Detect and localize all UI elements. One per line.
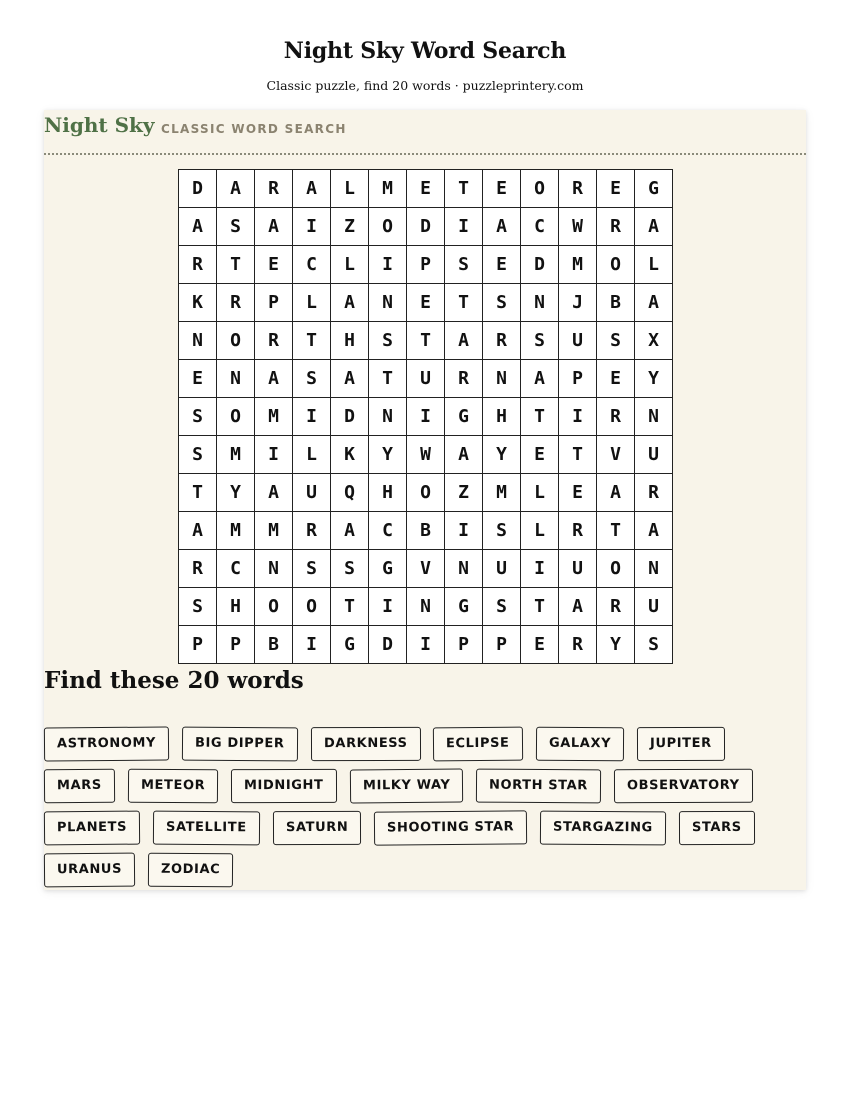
grid-cell[interactable]: J [559, 284, 597, 322]
grid-cell[interactable]: A [293, 170, 331, 208]
grid-cell[interactable]: P [179, 626, 217, 664]
grid-cell[interactable]: P [445, 626, 483, 664]
grid-cell[interactable]: A [635, 208, 673, 246]
grid-cell[interactable]: A [217, 170, 255, 208]
grid-cell[interactable]: A [597, 474, 635, 512]
grid-cell[interactable]: L [293, 436, 331, 474]
word-chip[interactable]: STARS [679, 811, 755, 845]
grid-cell[interactable]: S [483, 588, 521, 626]
grid-row [179, 170, 673, 208]
grid-row [179, 322, 673, 360]
grid-cell[interactable]: K [331, 436, 369, 474]
grid-cell[interactable]: M [559, 246, 597, 284]
grid-cell[interactable]: I [407, 626, 445, 664]
grid-cell[interactable]: Y [635, 360, 673, 398]
grid-cell[interactable]: A [255, 208, 293, 246]
word-chip[interactable]: METEOR [128, 769, 218, 804]
grid-cell[interactable]: T [521, 398, 559, 436]
grid-cell[interactable]: S [293, 550, 331, 588]
grid-cell[interactable]: S [483, 512, 521, 550]
grid-cell[interactable]: N [369, 398, 407, 436]
grid-row [179, 512, 673, 550]
word-chip[interactable]: DARKNESS [311, 727, 421, 761]
grid-cell[interactable]: P [407, 246, 445, 284]
grid-cell[interactable]: S [635, 626, 673, 664]
grid-cell[interactable]: Q [331, 474, 369, 512]
grid-cell[interactable]: I [293, 208, 331, 246]
grid-cell[interactable]: S [521, 322, 559, 360]
grid-cell[interactable]: I [293, 398, 331, 436]
grid-cell[interactable]: R [559, 512, 597, 550]
grid-cell[interactable]: H [331, 322, 369, 360]
grid-cell[interactable]: G [635, 170, 673, 208]
grid-cell[interactable]: U [635, 436, 673, 474]
grid-cell[interactable]: O [597, 550, 635, 588]
grid-cell[interactable]: M [217, 436, 255, 474]
grid-cell[interactable]: E [179, 360, 217, 398]
grid-cell[interactable]: W [559, 208, 597, 246]
grid-cell[interactable]: O [255, 588, 293, 626]
grid-row [179, 588, 673, 626]
grid-cell[interactable]: S [597, 322, 635, 360]
word-chip[interactable]: JUPITER [637, 727, 725, 761]
word-chip[interactable]: MARS [44, 769, 115, 804]
grid-cell[interactable]: L [521, 474, 559, 512]
grid-cell[interactable]: P [483, 626, 521, 664]
grid-cell[interactable]: E [521, 436, 559, 474]
grid-row [179, 398, 673, 436]
grid-cell[interactable]: I [369, 588, 407, 626]
grid-row [179, 474, 673, 512]
grid-cell[interactable]: N [521, 284, 559, 322]
letter-grid [178, 169, 673, 664]
grid-cell[interactable]: O [369, 208, 407, 246]
grid-cell[interactable]: S [445, 246, 483, 284]
grid-cell[interactable]: C [369, 512, 407, 550]
grid-cell[interactable]: O [217, 322, 255, 360]
grid-cell[interactable]: R [179, 550, 217, 588]
word-chip[interactable]: ECLIPSE [433, 727, 523, 762]
grid-row [179, 208, 673, 246]
word-chip[interactable]: OBSERVATORY [614, 769, 753, 803]
word-bank [44, 727, 808, 887]
grid-cell[interactable]: N [635, 550, 673, 588]
grid-cell[interactable]: S [179, 588, 217, 626]
grid-cell[interactable]: M [369, 170, 407, 208]
grid-cell[interactable]: N [217, 360, 255, 398]
grid-cell[interactable]: R [597, 588, 635, 626]
grid-cell[interactable]: N [369, 284, 407, 322]
grid-cell[interactable]: T [445, 284, 483, 322]
grid-cell[interactable]: R [293, 512, 331, 550]
grid-cell[interactable]: A [331, 512, 369, 550]
grid-cell[interactable]: A [179, 208, 217, 246]
grid-cell[interactable]: V [407, 550, 445, 588]
word-chip[interactable]: GALAXY [536, 727, 624, 762]
grid-cell[interactable]: O [521, 170, 559, 208]
word-chip[interactable]: MIDNIGHT [231, 769, 337, 803]
word-chip[interactable]: SATURN [273, 811, 361, 845]
word-chip[interactable]: PLANETS [44, 811, 140, 846]
brand-title: Night Sky [44, 113, 155, 137]
grid-cell[interactable]: B [255, 626, 293, 664]
grid-cell[interactable]: A [521, 360, 559, 398]
grid-cell[interactable]: B [407, 512, 445, 550]
grid-cell[interactable]: R [217, 284, 255, 322]
grid-cell[interactable]: A [483, 208, 521, 246]
grid-cell[interactable]: T [369, 360, 407, 398]
grid-cell[interactable]: L [635, 246, 673, 284]
grid-cell[interactable]: T [445, 170, 483, 208]
grid-cell[interactable]: O [597, 246, 635, 284]
grid-cell[interactable]: A [179, 512, 217, 550]
grid-cell[interactable]: M [483, 474, 521, 512]
word-chip[interactable]: NORTH STAR [476, 769, 601, 804]
grid-cell[interactable]: A [255, 474, 293, 512]
grid-cell[interactable]: R [559, 626, 597, 664]
grid-cell[interactable]: R [445, 360, 483, 398]
word-chip[interactable]: BIG DIPPER [182, 727, 298, 762]
grid-cell[interactable]: Z [445, 474, 483, 512]
grid-cell[interactable]: R [483, 322, 521, 360]
grid-row [179, 436, 673, 474]
grid-cell[interactable]: L [331, 246, 369, 284]
grid-cell[interactable]: O [293, 588, 331, 626]
grid-cell[interactable]: V [597, 436, 635, 474]
grid-cell[interactable]: D [369, 626, 407, 664]
grid-cell[interactable]: N [407, 588, 445, 626]
grid-cell[interactable]: T [597, 512, 635, 550]
grid-cell[interactable]: H [483, 398, 521, 436]
grid-cell[interactable]: B [597, 284, 635, 322]
grid-cell[interactable]: R [559, 170, 597, 208]
puzzle-card [44, 110, 806, 890]
grid-cell[interactable]: N [635, 398, 673, 436]
grid-row [179, 360, 673, 398]
grid-cell[interactable]: O [407, 474, 445, 512]
grid-cell[interactable]: A [445, 436, 483, 474]
word-chip[interactable]: STARGAZING [540, 811, 666, 846]
grid-cell[interactable]: I [445, 512, 483, 550]
grid-cell[interactable]: T [407, 322, 445, 360]
grid-cell[interactable]: N [179, 322, 217, 360]
word-chip[interactable]: URANUS [44, 853, 135, 888]
grid-cell[interactable]: O [217, 398, 255, 436]
grid-cell[interactable]: N [445, 550, 483, 588]
grid-cell[interactable]: K [179, 284, 217, 322]
grid-cell[interactable]: U [559, 322, 597, 360]
grid-cell[interactable]: N [255, 550, 293, 588]
grid-cell[interactable]: U [293, 474, 331, 512]
grid-row [179, 626, 673, 664]
grid-cell[interactable]: T [293, 322, 331, 360]
grid-cell[interactable]: E [521, 626, 559, 664]
grid-cell[interactable]: T [217, 246, 255, 284]
grid-cell[interactable]: Y [597, 626, 635, 664]
grid-cell[interactable]: C [217, 550, 255, 588]
grid-cell[interactable]: P [255, 284, 293, 322]
grid-cell[interactable]: I [407, 398, 445, 436]
word-chip[interactable]: MILKY WAY [349, 769, 463, 804]
grid-cell[interactable]: T [331, 588, 369, 626]
grid-cell[interactable]: P [217, 626, 255, 664]
grid-cell[interactable]: H [217, 588, 255, 626]
grid-cell[interactable]: I [293, 626, 331, 664]
grid-cell[interactable]: A [331, 360, 369, 398]
grid-cell[interactable]: A [635, 284, 673, 322]
grid-cell[interactable]: Y [217, 474, 255, 512]
grid-cell[interactable]: C [521, 208, 559, 246]
grid-cell[interactable]: T [179, 474, 217, 512]
grid-cell[interactable]: M [255, 512, 293, 550]
grid-cell[interactable]: N [483, 360, 521, 398]
word-chip[interactable]: ZODIAC [148, 853, 234, 888]
word-chip[interactable]: SATELLITE [153, 811, 260, 846]
grid-cell[interactable]: E [483, 246, 521, 284]
grid-cell[interactable]: S [293, 360, 331, 398]
card-header [44, 110, 806, 155]
grid-cell[interactable]: R [255, 322, 293, 360]
grid-cell[interactable]: I [521, 550, 559, 588]
grid-cell[interactable]: L [521, 512, 559, 550]
grid-cell[interactable]: U [483, 550, 521, 588]
grid-row [179, 284, 673, 322]
grid-cell[interactable]: M [255, 398, 293, 436]
grid-cell[interactable]: S [179, 398, 217, 436]
grid-row [179, 246, 673, 284]
grid-cell[interactable]: R [597, 208, 635, 246]
grid-row [179, 550, 673, 588]
grid-cell[interactable]: E [559, 474, 597, 512]
grid-cell[interactable]: U [559, 550, 597, 588]
grid-cell[interactable]: S [217, 208, 255, 246]
grid-cell[interactable]: A [559, 588, 597, 626]
grid-cell[interactable]: E [255, 246, 293, 284]
grid-cell[interactable]: E [597, 170, 635, 208]
grid-cell[interactable]: R [179, 246, 217, 284]
header-tag: CLASSIC WORD SEARCH [161, 122, 347, 136]
grid-cell[interactable]: R [597, 398, 635, 436]
grid-cell[interactable]: R [635, 474, 673, 512]
word-chip[interactable]: SHOOTING STAR [374, 810, 528, 845]
grid-cell[interactable]: L [293, 284, 331, 322]
grid-cell[interactable]: G [331, 626, 369, 664]
grid-cell[interactable]: I [559, 398, 597, 436]
page-title: Night Sky Word Search [283, 38, 567, 64]
grid-cell[interactable]: I [445, 208, 483, 246]
grid-cell[interactable]: C [293, 246, 331, 284]
grid-cell[interactable]: P [559, 360, 597, 398]
grid-cell[interactable]: E [483, 170, 521, 208]
grid-cell[interactable]: A [255, 360, 293, 398]
grid-cell[interactable]: G [369, 550, 407, 588]
grid-cell[interactable]: S [179, 436, 217, 474]
grid-cell[interactable]: E [407, 284, 445, 322]
grid-cell[interactable]: Z [331, 208, 369, 246]
grid-cell[interactable]: Y [369, 436, 407, 474]
word-chip[interactable]: ASTRONOMY [44, 726, 169, 761]
grid-cell[interactable]: S [331, 550, 369, 588]
grid-cell[interactable]: D [331, 398, 369, 436]
grid-cell[interactable]: A [635, 512, 673, 550]
grid-cell[interactable]: L [331, 170, 369, 208]
grid-cell[interactable]: M [217, 512, 255, 550]
grid-cell[interactable]: A [331, 284, 369, 322]
page-subtitle: Classic puzzle, find 20 words · puzzleprintery.com [266, 78, 584, 93]
grid-cell[interactable]: G [445, 588, 483, 626]
grid-cell[interactable]: Y [483, 436, 521, 474]
grid-cell[interactable]: H [369, 474, 407, 512]
grid-cell[interactable]: D [407, 208, 445, 246]
grid-cell[interactable]: D [521, 246, 559, 284]
grid-cell[interactable]: U [635, 588, 673, 626]
grid-cell[interactable]: T [521, 588, 559, 626]
word-list-heading: Find these 20 words [44, 667, 304, 694]
grid-cell[interactable]: I [369, 246, 407, 284]
grid-cell[interactable]: E [407, 170, 445, 208]
grid-cell[interactable]: S [369, 322, 407, 360]
grid-cell[interactable]: X [635, 322, 673, 360]
grid-cell[interactable]: D [179, 170, 217, 208]
grid-cell[interactable]: I [255, 436, 293, 474]
grid-cell[interactable]: T [559, 436, 597, 474]
grid-cell[interactable]: W [407, 436, 445, 474]
grid-cell[interactable]: U [407, 360, 445, 398]
grid-cell[interactable]: G [445, 398, 483, 436]
grid-cell[interactable]: S [483, 284, 521, 322]
grid-cell[interactable]: R [255, 170, 293, 208]
grid-cell[interactable]: E [597, 360, 635, 398]
grid-cell[interactable]: A [445, 322, 483, 360]
